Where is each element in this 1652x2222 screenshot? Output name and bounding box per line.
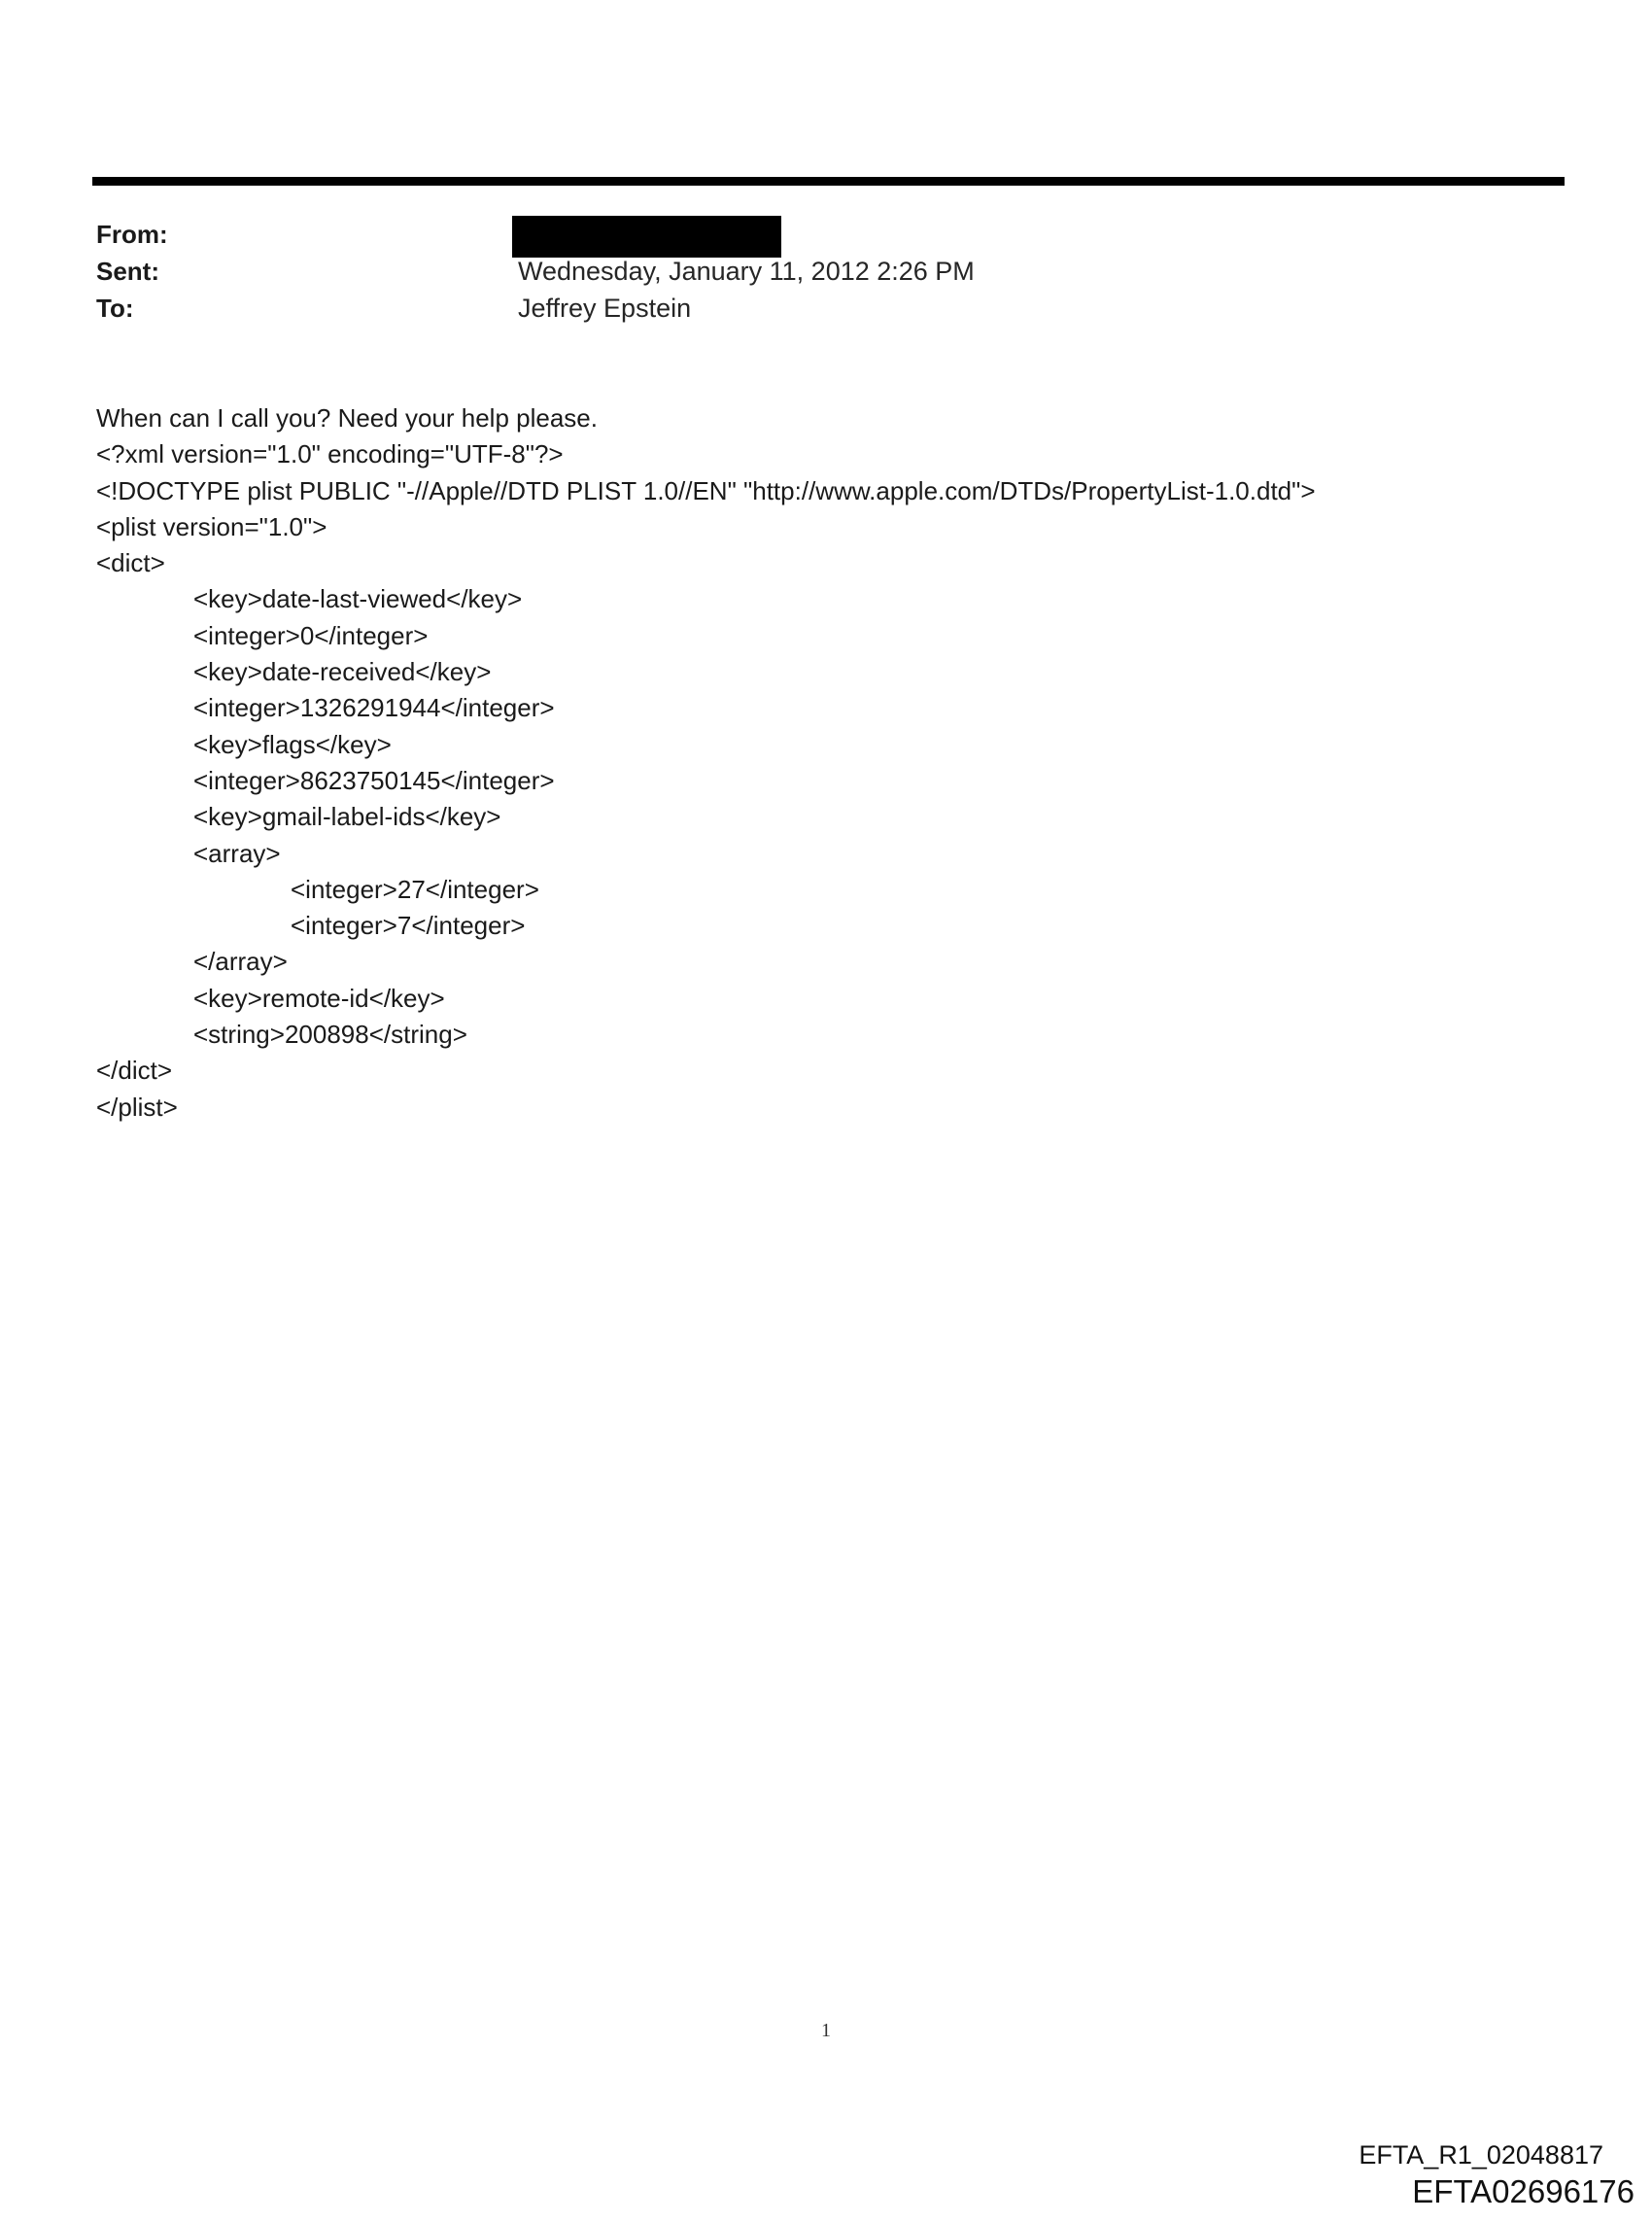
plist-line: <integer>1326291944</integer> — [193, 693, 555, 723]
from-label: From: — [96, 220, 168, 249]
plist-line: <integer>27</integer> — [291, 874, 539, 904]
xml-declaration: <?xml version="1.0" encoding="UTF-8"?> — [96, 439, 564, 469]
plist-line: <key>flags</key> — [193, 729, 392, 759]
message-text: When can I call you? Need your help please. — [96, 403, 598, 433]
plist-line: <key>date-last-viewed</key> — [193, 584, 523, 614]
plist-line: <key>date-received</key> — [193, 657, 492, 687]
plist-open: <plist version="1.0"> — [96, 511, 327, 541]
email-header — [96, 218, 1457, 329]
plist-line: <integer>7</integer> — [291, 911, 526, 941]
plist-line: <key>gmail-label-ids</key> — [193, 802, 501, 832]
bates-number-secondary: EFTA02696176 — [1412, 2173, 1635, 2209]
dict-close: </dict> — [96, 1056, 173, 1086]
plist-line: <integer>0</integer> — [193, 620, 429, 650]
plist-line: <integer>8623750145</integer> — [193, 765, 555, 795]
plist-close: </plist> — [96, 1092, 178, 1122]
plist-line: <array> — [193, 838, 281, 868]
sent-value: Wednesday, January 11, 2012 2:26 PM — [518, 257, 975, 286]
to-label: To: — [96, 294, 134, 323]
sent-row — [96, 255, 1457, 292]
from-row — [96, 218, 1457, 255]
plist-line: <string>200898</string> — [193, 1020, 467, 1050]
bates-number-primary: EFTA_R1_02048817 — [1359, 2140, 1603, 2170]
plist-line: </array> — [193, 947, 288, 977]
to-value: Jeffrey Epstein — [518, 294, 692, 323]
plist-line: <key>remote-id</key> — [193, 983, 445, 1013]
doctype-line: <!DOCTYPE plist PUBLIC "-//Apple//DTD PLIST 1.0//EN" "http://www.apple.com/DTDs/PropertyList-1.0.dtd"> — [96, 475, 1316, 505]
email-body — [96, 400, 1554, 1126]
dict-open: <dict> — [96, 548, 165, 578]
to-row — [96, 292, 1457, 329]
page-number: 1 — [821, 2020, 831, 2041]
sent-label: Sent: — [96, 257, 159, 286]
header-rule — [92, 177, 1565, 186]
